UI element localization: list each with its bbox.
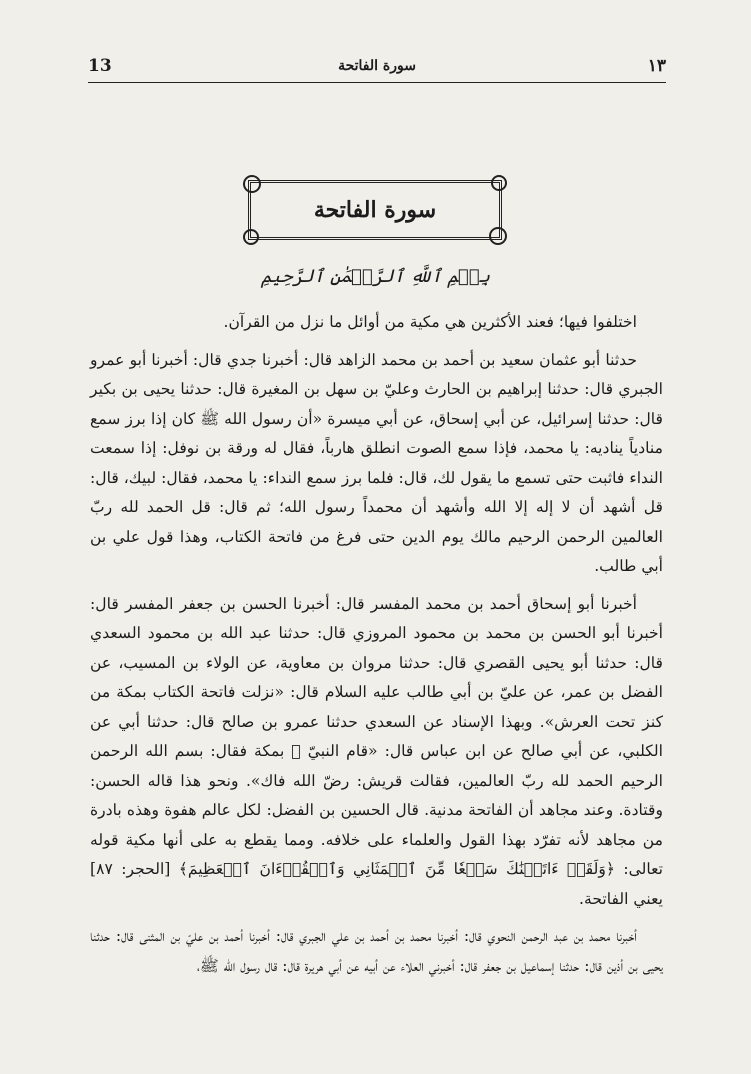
running-title: سورة الفاتحة [338,58,416,74]
paragraph: حدثنا أبو عثمان سعيد بن أحمد بن محمد الزاهد قال: أخبرنا جدي قال: أخبرنا أبو عمرو الجبري قال: حدثنا إبراهيم بن الحارث وعليّ بن سهل بن المغيرة قال: حدثنا يحيى بن بكير قال: حدثنا إسرائيل، عن أبي إسحاق، عن أبي ميسرة «أن رسول الله ﷺ كان إذا برز سمع منادياً يناديه: يا محمد، فإذا سمع الصوت انطلق هارباً، فقال له ورقة بن نوفل: إذا سمعت النداء فاثبت حتى تسمع ما يقول لك، قال: فلما برز سمع النداء: يا محمد، فقال: لبيك، قال: قل أشهد أن لا إله إلا الله وأشهد أن محمداً رسول الله؛ ثم قال: قل الحمد لله ربّ العالمين الرحمن الرحيم مالك يوم الدين حتى فرغ من فاتحة الكتاب، وهذا قول علي بن أبي طالب. [90,350,663,575]
paragraph: اختلفوا فيها؛ فعند الأكثرين هي مكية من أوائل ما نزل من القرآن. [223,313,637,331]
paragraph: أخبرنا محمد بن عبد الرحمن النحوي قال: أخبرنا محمد بن أحمد بن علي الجبري قال: أخبرنا أحمد بن عليّ بن المثنى قال: حدثنا يحيى بن أذين قال: حدثنا إسماعيل بن جعفر قال: أخبرني العلاء عن أبيه عن أبي هريرة قال: قال رسول الله ﷺ، [90,927,663,975]
page-header [88,54,666,83]
page-number-latin: 13 [88,56,112,76]
body-text [90,308,663,981]
basmala-calligraphy: بِسۡمِ ٱللَّهِ ٱلرَّحۡمَٰنِ ٱلرَّحِيمِ [260,266,491,287]
ornament-corner [491,175,507,191]
chapter-title-frame [248,180,502,240]
ornament-corner [243,229,259,245]
chapter-title: سورة الفاتحة [313,197,437,223]
page-number-arabic: ١٣ [647,56,666,76]
paragraph: أخبرنا أبو إسحاق أحمد بن محمد المفسر قال: أخبرنا الحسن بن جعفر المفسر قال: أخبرنا أبو الحسن بن محمد بن محمود المروزي قال: حدثنا عبد الله بن محمود السعدي قال: حدثنا أبو يحيى القصري قال: حدثنا مروان بن معاوية، عن الولاء بن المسيب، عن الفضل بن عمر، عن عليّ بن أبي طالب عليه السلام قال: «نزلت فاتحة الكتاب بمكة من كنز تحت العرش». وبهذا الإسناد عن السعدي حدثنا عمرو بن صالح قال: حدثنا أبي عن الكلبي، عن أبي صالح عن ابن عباس قال: «قام النبيّ ﷺ بمكة فقال: بسم الله الرحمن الرحيم الحمد لله ربّ العالمين، فقالت قريش: رضّ الله فاك». ونحو هذا قاله الحسن: وقتادة. وعند مجاهد أن الفاتحة مدنية. قال الحسين بن الفضل: لكل عالم هفوة وهذه بادرة من مجاهد لأنه تفرّد بهذا القول والعلماء على خلافه. ومما يقطع به على أنها مكية قوله تعالى: ﴿وَلَقَدۡ ءَاتَيۡنَٰكَ سَبۡعٗا مِّنَ ٱلۡمَثَانِي وَٱلۡقُرۡءَانَ ٱلۡعَظِيمَ﴾ [الحجر: ٨٧] يعني الفاتحة. [90,594,663,908]
